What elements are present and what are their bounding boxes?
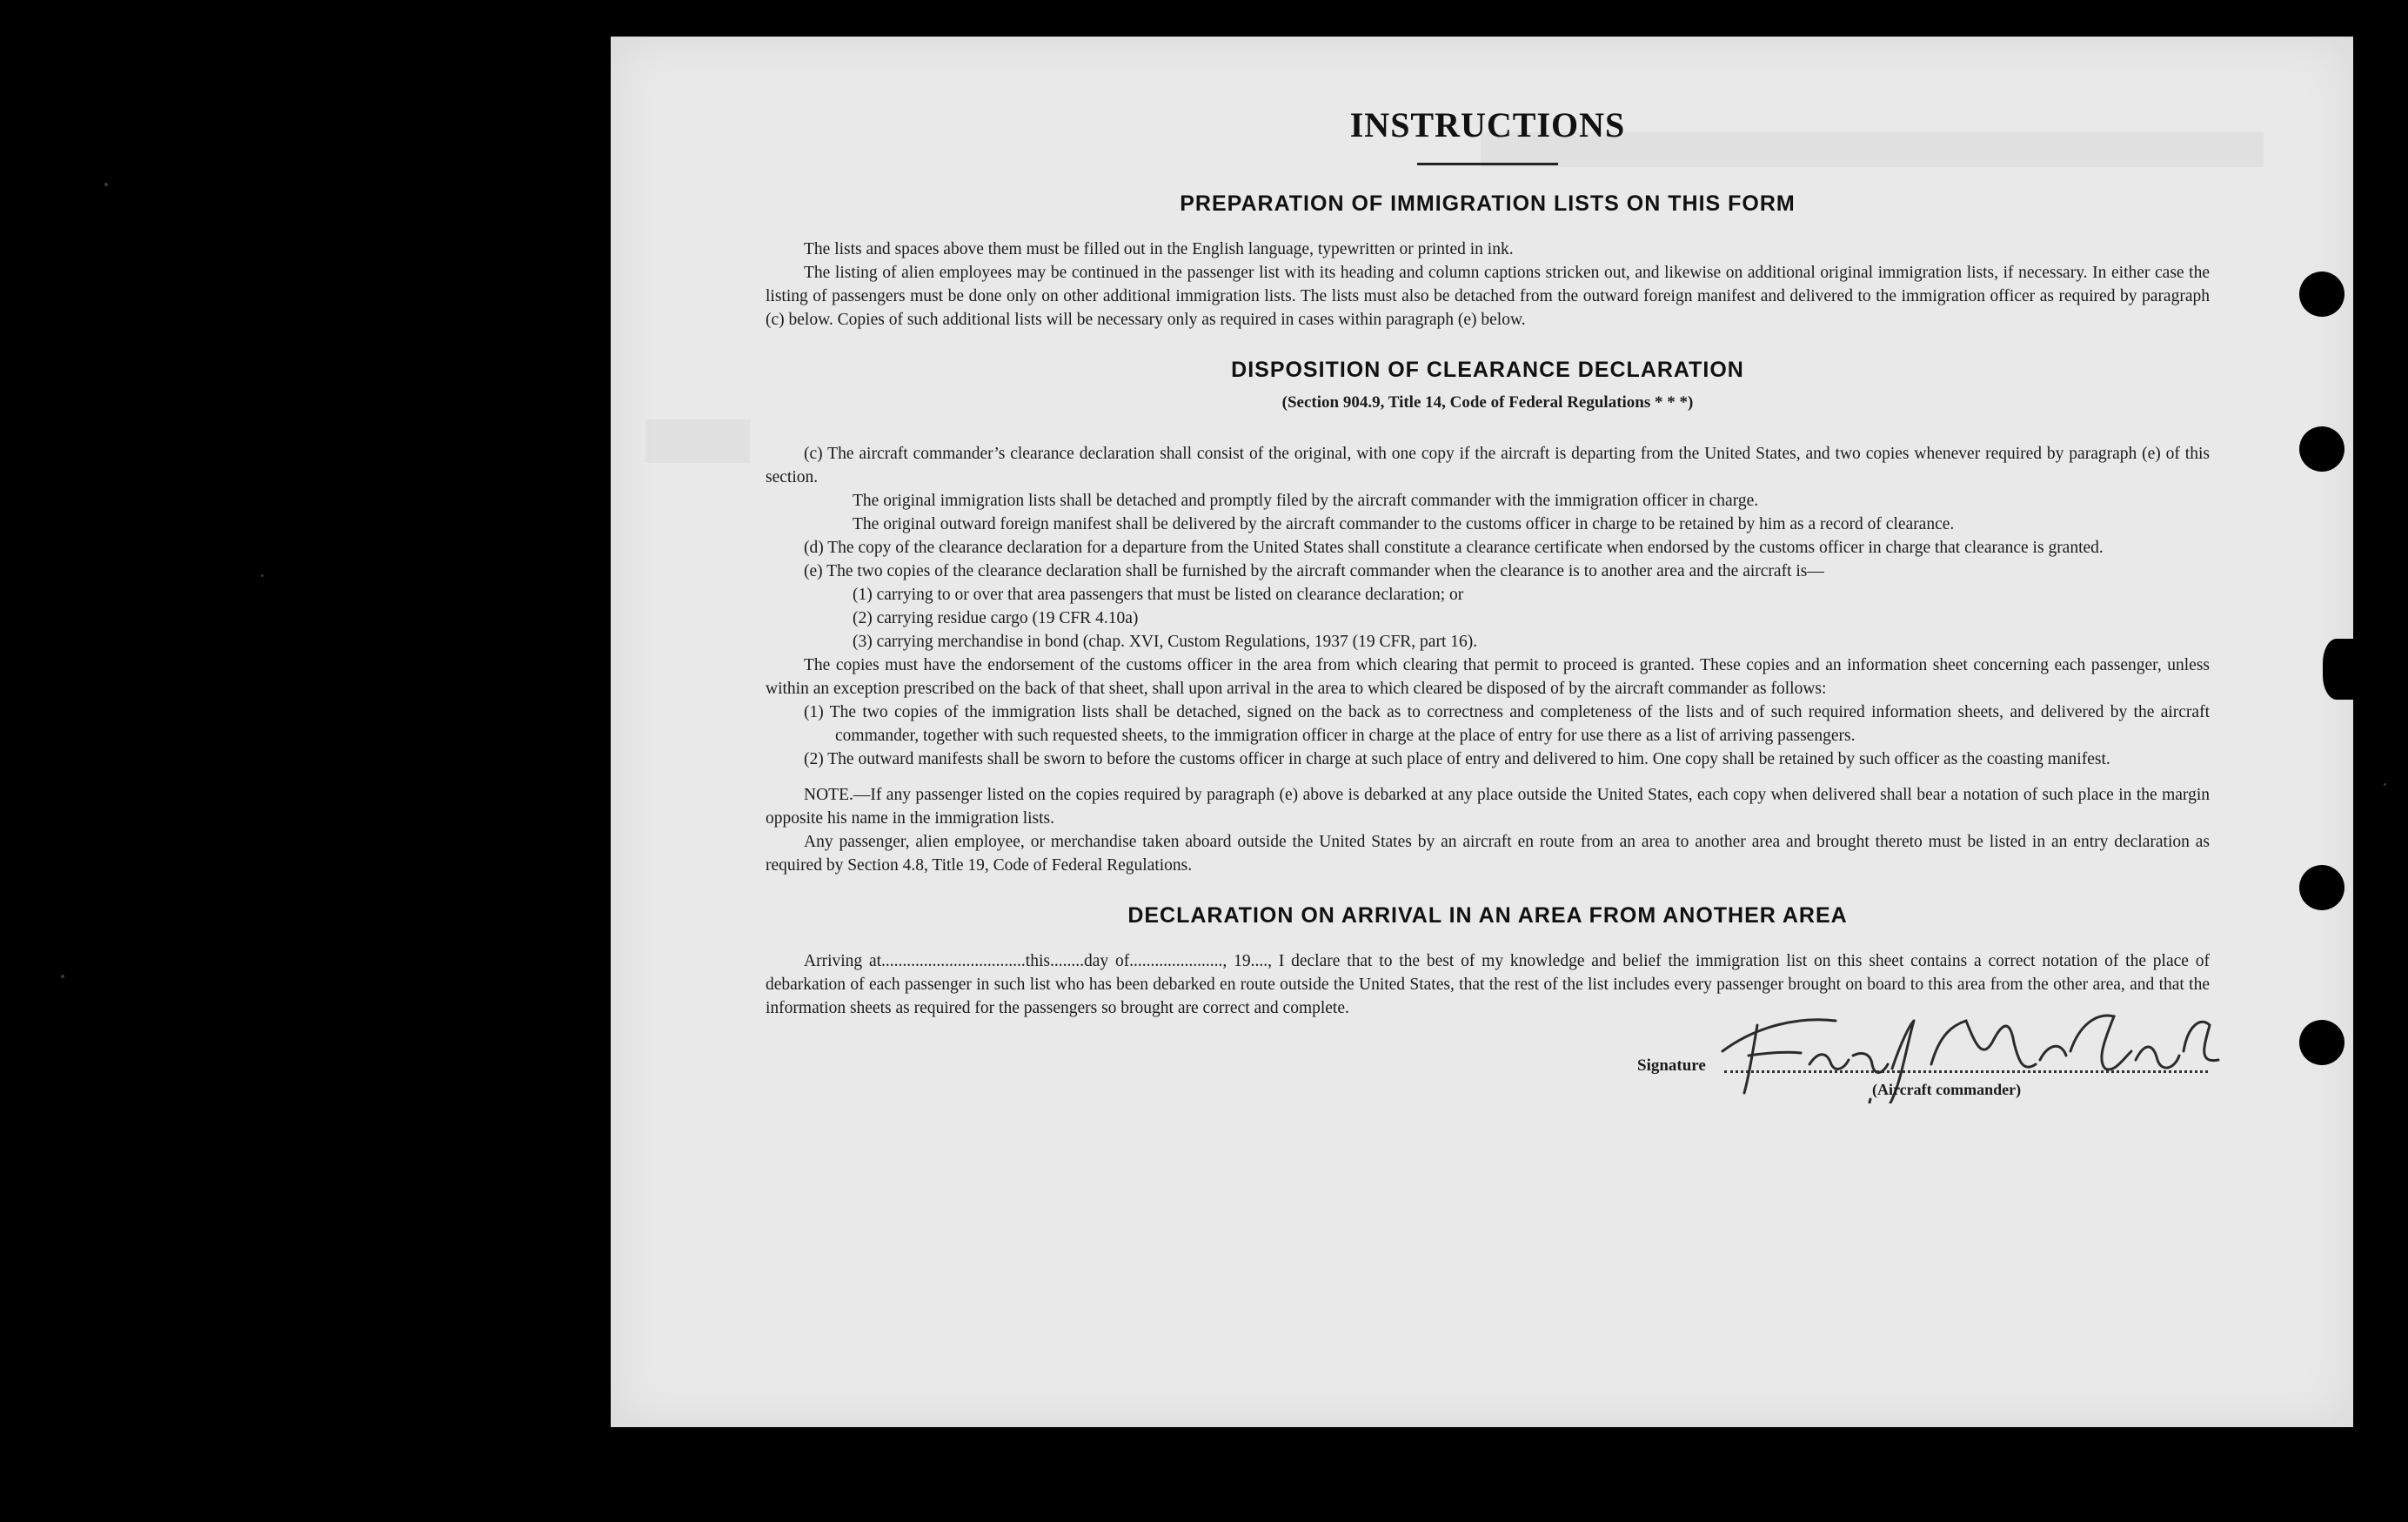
torn-edge [2323, 639, 2358, 700]
list-item: (1) The two copies of the immigration lists shall be detached, signed on the back as to correctness and completeness of the lists and of such required information sheets, and delivered by the aircraft commander, together with such requested sheets, to the immigration officer in charge at the place of entry for use there as a list of arriving passengers. [804, 703, 2210, 745]
list-item: (2) carrying residue cargo (19 CFR 4.10a) [853, 609, 1139, 627]
paragraph-e: (e) The two copies of the clearance declaration shall be furnished by the aircraft commander when the clearance is to another area and the aircraft is— [804, 562, 1824, 580]
note-paragraph: NOTE.—If any passenger listed on the copies required by paragraph (e) above is debarked at any place outside the United States, each copy when delivered shall bear a notation of such place in the margin opposite his name in the immigration lists. [766, 786, 2210, 828]
document-page [611, 37, 2353, 1427]
paragraph-any-passenger: Any passenger, alien employee, or merchandise taken aboard outside the United States by an aircraft en route from an area to another area and brought thereto must be listed in an entry declaration as required by Section 4.8, Title 19, Code of Federal Regulations. [766, 833, 2210, 875]
page-title: INSTRUCTIONS [1349, 105, 1626, 144]
paragraph: The listing of alien employees may be continued in the passenger list with its heading and column captions stricken out, and likewise on additional original immigration lists, if necessary. In either case the listing of passengers must be done only on other additional immigration lists. The lists must also be detached from the outward foreign manifest and delivered to the immigration officer as required by paragraph (c) below. Copies of such additional lists will be necessary only as required in cases within paragraph (e) below. [766, 264, 2210, 329]
section-heading-preparation: PREPARATION OF IMMIGRATION LISTS ON THIS FORM [1180, 191, 1796, 216]
punch-hole [2299, 1020, 2344, 1065]
paragraph-c: (c) The aircraft commander’s clearance declaration shall consist of the original, with one copy if the aircraft is departing from the United States, and two copies whenever required by paragraph (e) of this section. [766, 445, 2210, 486]
paragraph-copies: The copies must have the endorsement of the customs officer in the area from which clearing that permit to proceed is granted. These copies and an information sheet concerning each passenger, unless within an exception prescribed on the back of that sheet, shall upon arrival in the area to which cleared be disposed of by the aircraft commander as follows: [766, 656, 2210, 698]
declaration-paragraph: Arriving at..................................this........day of......................, 19...., I declare that to the best of my knowledge and belief the immigration list on this sheet contains a correct notation of the place of debarkation of each passenger in such list who has been debarked en route outside the United States, that the rest of the list includes every passenger brought on board to this area from the other area, and that the information sheets as required for the passengers so brought are correct and complete. [766, 952, 2210, 1017]
paragraph-d: (d) The copy of the clearance declaration for a departure from the United States shall constitute a clearance certificate when endorsed by the customs officer in charge that clearance is granted. [804, 539, 2104, 557]
paragraph-c-detail: The original outward foreign manifest shall be delivered by the aircraft commander to the customs officer in charge to be retained by him as a record of clearance. [853, 515, 1955, 533]
punch-hole [2299, 426, 2344, 472]
punch-hole [2299, 272, 2344, 317]
scan-speck [61, 975, 64, 978]
signature-label: Signature [1637, 1056, 1706, 1075]
list-item: (3) carrying merchandise in bond (chap. XVI, Custom Regulations, 1937 (19 CFR, part 16). [853, 633, 1478, 651]
list-item: (2) The outward manifests shall be sworn to before the customs officer in charge at such place of entry and delivered to him. One copy shall be retained by such officer as the coasting manifest. [804, 750, 2110, 768]
section-heading-declaration: DECLARATION ON ARRIVAL IN AN AREA FROM ANOTHER AREA [1127, 903, 1848, 928]
signature-caption: (Aircraft commander) [1872, 1081, 2022, 1098]
instructions-content [766, 104, 2210, 1114]
title-divider [1417, 163, 1558, 165]
list-item: (1) carrying to or over that area passengers that must be listed on clearance declaration; or [853, 586, 1464, 604]
signature-block [766, 1036, 2210, 1114]
paragraph: The lists and spaces above them must be filled out in the English language, typewritten or printed in ink. [804, 240, 1514, 258]
section-subheading-regulation: (Section 904.9, Title 14, Code of Federal Regulations * * *) [1281, 393, 1694, 412]
section-heading-disposition: DISPOSITION OF CLEARANCE DECLARATION [1231, 358, 1744, 382]
punch-hole [2299, 865, 2344, 910]
scan-speck [104, 183, 108, 186]
paragraph-c-detail: The original immigration lists shall be detached and promptly filed by the aircraft commander with the immigration officer in charge. [853, 492, 1759, 510]
bleed-through-mark [645, 419, 750, 463]
scan-speck [2384, 783, 2386, 786]
scan-speck [261, 574, 264, 577]
